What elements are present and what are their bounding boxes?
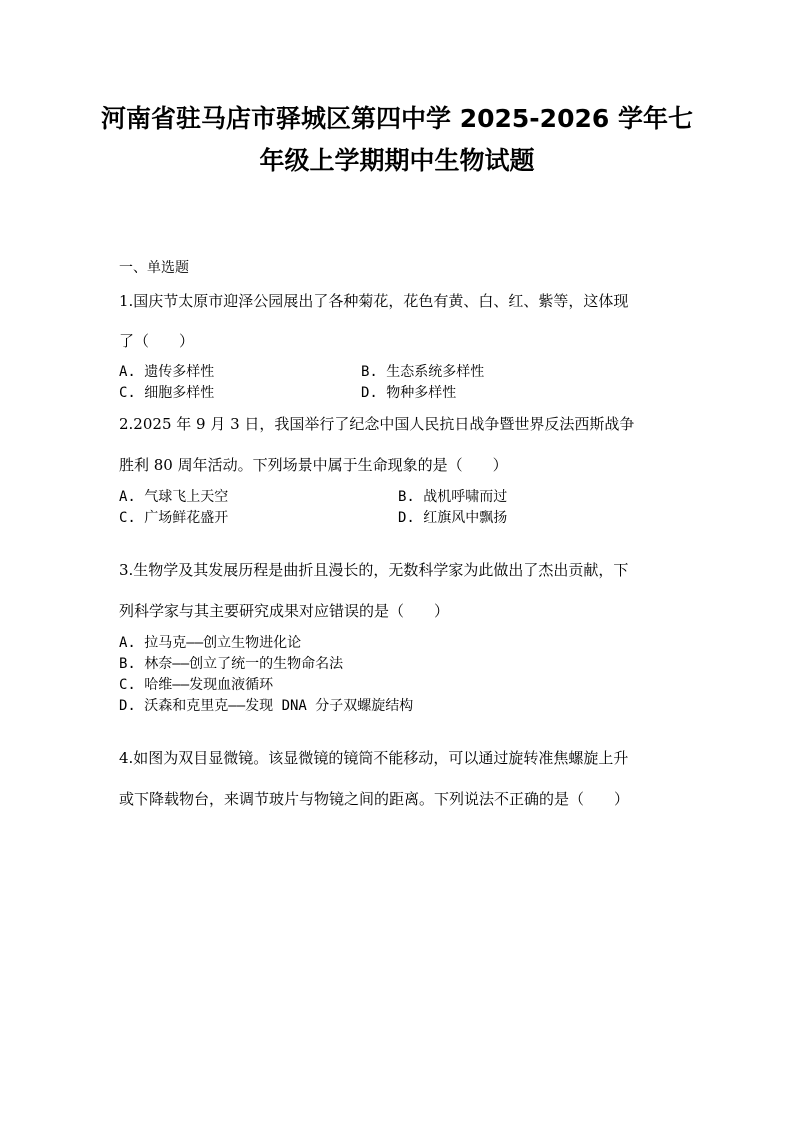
question-3-option-b: B. 林奈——创立了统一的生物命名法 bbox=[119, 656, 344, 672]
question-2-option-d: D. 红旗风中飘扬 bbox=[398, 510, 508, 526]
question-3-line-2: 列科学家与其主要研究成果对应错误的是（ ） bbox=[119, 602, 450, 620]
question-3-line-1: 3.生物学及其发展历程是曲折且漫长的，无数科学家为此做出了杰出贡献，下 bbox=[119, 561, 629, 579]
question-1-line-2: 了（ ） bbox=[119, 332, 195, 350]
question-4-line-2: 或下降载物台，来调节玻片与物镜之间的距离。下列说法不正确的是（ ） bbox=[119, 790, 630, 808]
question-1-line-1: 1.国庆节太原市迎泽公园展出了各种菊花，花色有黄、白、红、紫等，这体现 bbox=[119, 292, 629, 310]
question-4-line-1: 4.如图为双目显微镜。该显微镜的镜筒不能移动，可以通过旋转准焦螺旋上升 bbox=[119, 749, 629, 767]
question-3-option-a: A. 拉马克——创立生物进化论 bbox=[119, 635, 302, 651]
question-1-option-d: D. 物种多样性 bbox=[361, 385, 457, 401]
section-heading: 一、单选题 bbox=[119, 260, 189, 276]
question-3-option-c: C. 哈维——发现血液循环 bbox=[119, 677, 274, 693]
question-2-line-1: 2.2025 年 9 月 3 日，我国举行了纪念中国人民抗日战争暨世界反法西斯战争 bbox=[119, 415, 635, 433]
question-2-line-2: 胜利 80 周年活动。下列场景中属于生命现象的是（ ） bbox=[119, 456, 508, 474]
question-2-option-a: A. 气球飞上天空 bbox=[119, 489, 229, 505]
question-1-option-b: B. 生态系统多样性 bbox=[361, 364, 485, 380]
question-1-option-a: A. 遗传多样性 bbox=[119, 364, 215, 380]
question-2-option-b: B. 战机呼啸而过 bbox=[398, 489, 508, 505]
exam-title-line-1: 河南省驻马店市驿城区第四中学 2025-2026 学年七 bbox=[101, 104, 693, 133]
question-2-option-c: C. 广场鲜花盛开 bbox=[119, 510, 229, 526]
exam-title-line-2: 年级上学期期中生物试题 bbox=[259, 146, 535, 175]
question-1-option-c: C. 细胞多样性 bbox=[119, 385, 215, 401]
question-3-option-d: D. 沃森和克里克——发现 DNA 分子双螺旋结构 bbox=[119, 698, 414, 714]
